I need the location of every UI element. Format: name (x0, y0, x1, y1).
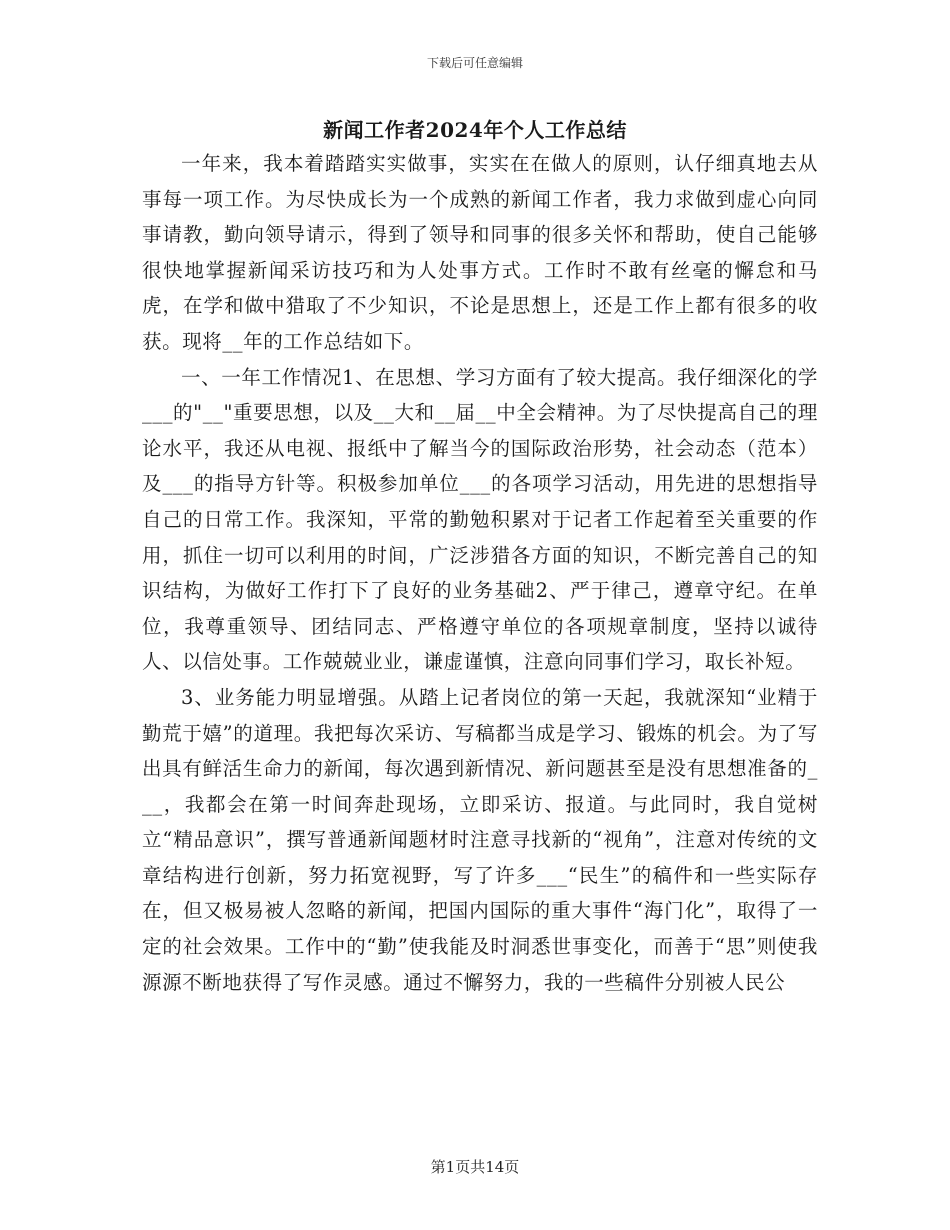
header-note: 下载后可任意编辑 (426, 56, 523, 70)
document-title: 新闻工作者2024年个人工作总结 (323, 118, 627, 142)
paragraph-work-situation: 一、一年工作情况1、在思想、学习方面有了较大提高。我仔细深化的学___的"__"重要思想，以及__大和__届__中全会精神。为了尽快提高自己的理论水平，我还从电视、报纸中了解当今的国际政治形势，社会动态（范本）及___的指导方针等。积极参加单位___的各项学习活动，用先进的思想指导自己的日常工作。我深知，平常的勤勉积累对于记者工作起着至关重要的作用，抓住一切可以利用的时间，广泛涉猎各方面的知识，不断完善自己的知识结构，为做好工作打下了良好的业务基础2、严于律己，遵章守纪。在单位，我尊重领导、团结同志、严格遵守单位的各项规章制度，坚持以诚待人、以信处事。工作兢兢业业，谦虚谨慎，注意向同事们学习，取长补短。 (142, 365, 818, 674)
paragraph-business-ability: 3、业务能力明显增强。从踏上记者岗位的第一天起，我就深知“业精于勤荒于嬉”的道理。我把每次采访、写稿都当成是学习、锻炼的机会。为了写出具有鲜活生命力的新闻，每次遇到新情况、新问题甚至是没有思想准备的___，我都会在第一时间奔赴现场，立即采访、报道。与此同时，我自觉树立“精品意识”，撰写普通新闻题材时注意寻找新的“视角”，注意对传统的文章结构进行创新，努力拓宽视野，写了许多___“民生”的稿件和一些实际存在，但又极易被人忽略的新闻，把国内国际的重大事件“海门化”，取得了一定的社会效果。工作中的“勤”使我能及时洞悉世事变化，而善于“思”则使我源源不断地获得了写作灵感。通过不懈努力，我的一些稿件分别被人民公 (142, 685, 818, 994)
paragraph-intro: 一年来，我本着踏踏实实做事，实实在在做人的原则，认仔细真地去从事每一项工作。为尽快成长为一个成熟的新闻工作者，我力求做到虚心向同事请教，勤向领导请示，得到了领导和同事的很多关怀和帮助，使自己能够很快地掌握新闻采访技巧和为人处事方式。工作时不敢有丝毫的懈怠和马虎，在学和做中猎取了不少知识，不论是思想上，还是工作上都有很多的收获。现将__年的工作总结如下。 (142, 152, 818, 353)
document-body (142, 146, 818, 1000)
page-number-footer: 第1页共14页 (430, 1158, 520, 1176)
